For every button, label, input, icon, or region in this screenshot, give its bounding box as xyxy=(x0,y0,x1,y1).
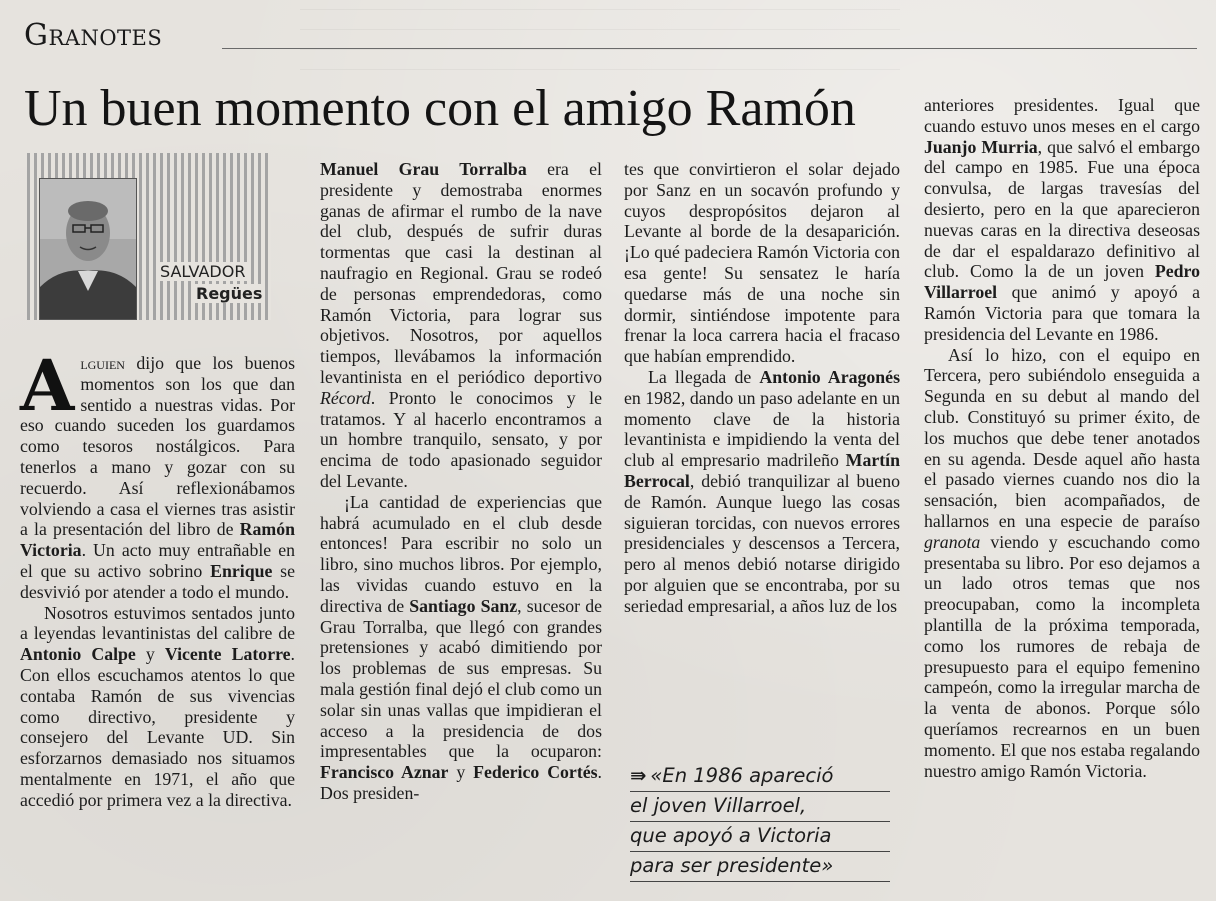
paragraph: ¡La cantidad de experiencias que habrá acumulado en el club desde entonces! Para escribir no solo un libro, sino muchos libros. Por ejemplo, las vividas cuando estuvo en la directiva de Santiago Sanz, sucesor de Grau Torralba, que llegó con grandes pretensiones y acabó dimitiendo por los problemas de sus empresas. Su mala gestión final dejó el club como un solar sin unas vallas que impidieran el acceso a la presidencia de dos impresentables que la ocuparon: Francisco Aznar y Federico Cortés. Dos presiden- xyxy=(320,491,602,803)
bleed-through-texture xyxy=(300,0,900,70)
paragraph: Manuel Grau Torralba era el presidente y demostraba enormes ganas de afirmar el rumbo de la nave del club, después de sufrir duras tormentas que casi la destinan al naufragio en Regional. Grau se rodeó de personas emprendedoras, como Ramón Victoria, para lograr sus objetivos. Nosotros, por aquellos tiempos, llevábamos la información levantinista en el periódico deportivo Récord. Pronto le conocimos y le tratamos. Y al hacerlo encontramos a un hombre tranquilo, sensato, y por encima de todo apasionado seguidor del Levante. xyxy=(320,159,602,491)
paragraph: Así lo hizo, con el equipo en Tercera, pero subiéndolo enseguida a Segunda en su debut al mando del club. Constituyó su primer éxito, de los muchos que debe tener anotados en su agenda. Desde aquel año hasta el pasado viernes cuando nos dio la sensación, bien acompañados, de hallarnos en una especie de paraíso granota viendo y escuchando como presentaba su libro. Por eso dejamos a un lado otros temas que nos preocupaban, como la incompleta plantilla de la próxima temporada, como los rumores de rebaja de presupuesto para el equipo femenino campeón, como la irregular marcha de la venta de abonos. Porque sólo queríamos recrearnos en un buen momento. El que nos estaba regalando nuestro amigo Ramón Victoria. xyxy=(924,344,1200,781)
article-column-3 xyxy=(624,159,900,617)
author-last-name: Regües xyxy=(193,284,265,303)
author-photo xyxy=(39,178,137,320)
section-title: Granotes xyxy=(24,18,163,53)
headline: Un buen momento con el amigo Ramón xyxy=(24,80,856,137)
article-column-4 xyxy=(924,95,1200,781)
paragraph: anteriores presidentes. Igual que cuando estuvo unos meses en el cargo Juanjo Murria, que salvó el embargo del campo en 1985. Fue una época convulsa, de largas travesías del desierto, pero en la que aparecieron nuevas caras en la directiva deseosas de dar el espaldarazo definitivo al club. Como la de un joven Pedro Villarroel que animó y apoyó a Ramón Victoria para que tomara la presidencia del Levante en 1986. xyxy=(924,95,1200,344)
section-rule xyxy=(222,48,1197,49)
paragraph: Alguien dijo que los buenos momentos son los que dan sentido a nuestras vidas. Por eso cuando suceden los guardamos como tesoros nostálgicos. Para tenerlos a mano y gozar con su recuerdo. Así reflexionábamos volviendo a casa el viernes tras asistir a la presentación del libro de Ramón Victoria. Un acto muy entrañable en el que su activo sobrino Enrique se desvivió por atender a todo el mundo. xyxy=(20,344,295,602)
pull-quote-line: ⇛ «En 1986 apareció xyxy=(630,762,890,792)
drop-cap: A xyxy=(20,344,75,427)
paragraph: La llegada de Antonio Aragonés en 1982, dando un paso adelante en un momento clave de la historia levantinista e impidiendo la venta del club al empresario madrileño Martín Berrocal, debió tranquilizar al bueno de Ramón. Aunque luego las cosas siguieran torcidas, con nuevos errores presidenciales y descensos a Tercera, pero al menos debió notarse dirigido por alguien que se encontraba, por su seriedad empresarial, a años luz de los xyxy=(624,366,900,616)
pull-quote-line: para ser presidente» xyxy=(630,852,890,882)
arrow-icon: ⇛ xyxy=(630,764,647,787)
paragraph: Nosotros estuvimos sentados junto a leyendas levantinistas del calibre de Antonio Calpe y Vicente Latorre. Con ellos escuchamos atentos lo que contaba Ramón de sus vivencias como directivo, presidente y consejero del Levante UD. Sin esforzarnos demasiado nos situamos mentalmente en 1971, el año que accedió por primera vez a la directiva. xyxy=(20,602,295,810)
article-column-2 xyxy=(320,159,602,804)
paragraph: tes que convirtieron el solar dejado por Sanz en un socavón profundo y cuyos despropósitos dejaron al Levante al borde de la desaparición. ¡Lo qué padeciera Ramón Victoria con esa gente! Su sensatez le haría quedarse más de una noche sin dormir, sintiéndose impotente para frenar la loca carrera hacia el fracaso que habían emprendido. xyxy=(624,159,900,367)
pull-quote-line: que apoyó a Victoria xyxy=(630,822,890,852)
pull-quote-line: el joven Villarroel, xyxy=(630,792,890,822)
article-column-1 xyxy=(20,344,295,811)
author-first-name: SALVADOR xyxy=(157,262,248,281)
pull-quote xyxy=(630,762,890,882)
